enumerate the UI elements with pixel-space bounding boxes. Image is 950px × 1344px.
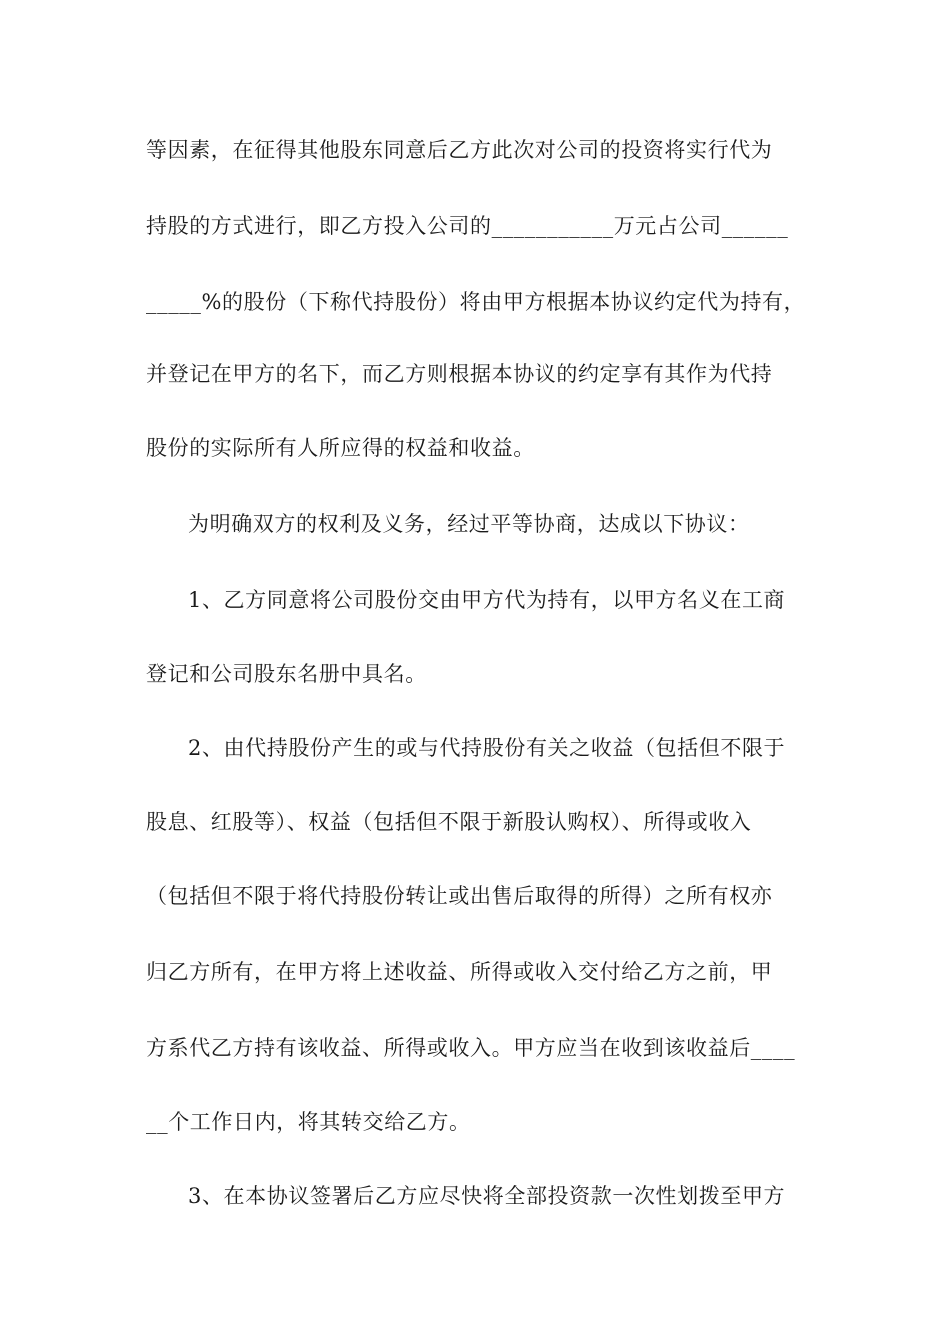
paragraph-start-line: 为明确双方的权利及义务，经过平等协商，达成以下协议： <box>188 512 750 536</box>
text-line: 股份的实际所有人所应得的权益和收益。 <box>146 436 535 460</box>
text-line: __个工作日内，将其转交给乙方。 <box>146 1110 471 1134</box>
clause-3-line: 3、在本协议签署后乙方应尽快将全部投资款一次性划拨至甲方 <box>188 1184 786 1208</box>
text-line: 股息、红股等）、权益（包括但不限于新股认购权）、所得或收入 <box>146 810 752 834</box>
text-line: 归乙方所有，在甲方将上述收益、所得或收入交付给乙方之前，甲 <box>146 960 773 984</box>
text-line: 登记和公司股东名册中具名。 <box>146 662 427 686</box>
text-line: 并登记在甲方的名下，而乙方则根据本协议的约定享有其作为代持 <box>146 362 773 386</box>
text-line: 持股的方式进行，即乙方投入公司的___________万元占公司______ <box>146 214 789 238</box>
text-line: _____%的股份（下称代持股份）将由甲方根据本协议约定代为持有， <box>146 290 806 314</box>
clause-2-line: 2、由代持股份产生的或与代持股份有关之收益（包括但不限于 <box>188 736 786 760</box>
text-line: （包括但不限于将代持股份转让或出售后取得的所得）之所有权亦 <box>146 884 773 908</box>
clause-1-line: 1、乙方同意将公司股份交由甲方代为持有，以甲方名义在工商 <box>188 588 786 612</box>
text-line: 方系代乙方持有该收益、所得或收入。甲方应当在收到该收益后____ <box>146 1036 796 1060</box>
text-line: 等因素，在征得其他股东同意后乙方此次对公司的投资将实行代为 <box>146 138 773 162</box>
